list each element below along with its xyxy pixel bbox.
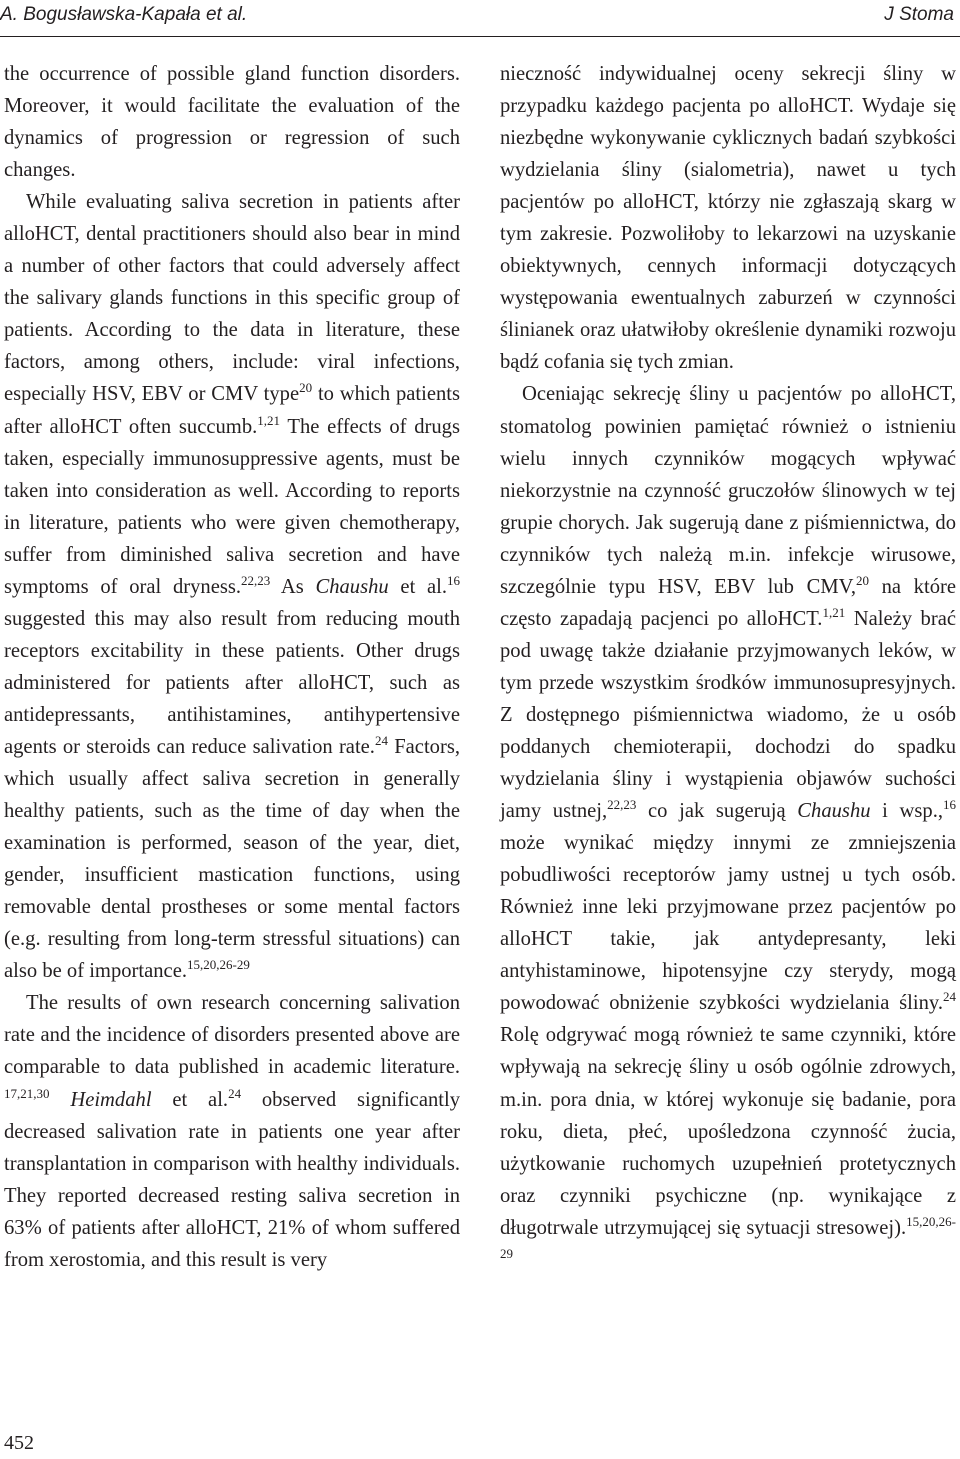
- text-run: While evaluating saliva secretion in patients after alloHCT, dental practitioners should also bear in mind a number of other factors that could adversely affect the salivary glands functions in this specific group of patients. According to the data in literature, these factors, among others, include: viral infections, especially HSV, EBV or CMV type: [4, 191, 460, 406]
- citation-ref: 16: [943, 797, 957, 813]
- page-number: 452: [4, 1432, 34, 1454]
- text-run: nieczność indywidualnej oceny sekrecji śliny w przypadku każdego pacjenta po alloHCT. Wydaje się niezbędne wykonywanie cyklicznych badań szybkości wydzielania śliny (sialometria), nawet u tych pacjentów po alloHCT, którzy nie zgłaszają skarg w tym zakresie. Pozwoliłoby to lekarzowi na uzyskanie obiektywnych, cennych informacji dotyczących występowania ewentualnych zaburzeń w czynności ślinianek oraz ułatwiłoby określenie dynamiki rozwoju bądź cofania się tych zmian.: [500, 63, 956, 374]
- author-name: Heimdahl: [70, 1088, 152, 1111]
- author-name: Chaushu: [797, 800, 871, 823]
- left-column: [4, 58, 460, 1276]
- running-head-journal: J Stoma: [884, 4, 954, 25]
- text-run: Rolę odgrywać mogą również te same czynniki, które wpływają na sekrecję śliny u osób ogólnie zdrowych, m.in. pora dnia, w której wykonuje się badanie, pora roku, dieta, płeć, upośledzona czynność żucia, użytkowanie ruchomych uzupełnień protetycznych oraz czynniki psychiczne (np. wynikające z długotrwale utrzymującej się sytuacji stresowej).: [500, 1024, 956, 1239]
- text-run: suggested this may also result from reducing mouth receptors excitability in these patients. Other drugs administered for patients after alloHCT, such as antidepressants, antihistamines, antihypertensive agents or steroids can reduce salivation rate.: [4, 607, 460, 758]
- text-run: Oceniając sekrecję śliny u pacjentów po alloHCT, stomatolog powinien pamiętać również o istnieniu wielu innych czynników mogących wpływać niekorzystnie na czynność gruczołów ślinowych w tej grupie chorych. Jak sugerują dane z piśmiennictwa, do czynników tych należą m.in. infekcje wirusowe, szczególnie typu HSV, EBV lub CMV,: [500, 383, 956, 598]
- text-run: może wynikać między innymi ze zmniejszenia pobudliwości receptorów jamy ustnej u tych osób. Również inne leki przyjmowane przez pacjentów po alloHCT takie, jak antydepresanty, leki antyhistaminowe, hipotensyjne czy sterydy, mogą powodować obniżenie szybkości wydzielania śliny.: [500, 832, 956, 1015]
- text-run: Należy brać pod uwagę także działanie przyjmowanych leków, w tym przede wszystkim środków immunosupresyjnych. Z dostępnego piśmiennictwa wiadomo, że u osób poddanych chemioterapii, dochodzi do spadku wydzielania śliny i wystąpienia objawów suchości jamy ustnej,: [500, 607, 956, 823]
- text-run: na które często zapadają pacjenci po alloHCT.: [500, 575, 956, 630]
- citation-ref: 15,20,26-29: [500, 1213, 956, 1261]
- paragraph: [4, 58, 460, 186]
- citation-ref: 1,21: [822, 604, 846, 620]
- text-run: et al.: [151, 1088, 229, 1111]
- citation-ref: 24: [228, 1085, 242, 1101]
- citation-ref: 22,23: [607, 797, 637, 813]
- citation-ref: 15,20,26-29: [187, 957, 250, 973]
- paragraph: [500, 378, 956, 1275]
- citation-ref: 24: [374, 732, 388, 748]
- citation-ref: 24: [943, 989, 956, 1005]
- text-run: As: [270, 575, 316, 598]
- text-run: i wsp.,: [870, 800, 944, 823]
- citation-ref: 22,23: [241, 572, 271, 588]
- citation-ref: 20: [856, 572, 869, 588]
- paragraph: [4, 186, 460, 987]
- text-run: to which patients after alloHCT often succumb.: [4, 383, 460, 438]
- citation-ref: 17,21,30: [4, 1085, 50, 1101]
- citation-ref: 16: [447, 572, 461, 588]
- text-run: Factors, which usually affect saliva secretion in generally healthy patients, such as the time of day when the examination is performed, season of the year, diet, gender, insufficient mastication functions, using removable dental prostheses or some mental factors (e.g. resulting from long-term stressful situations) can also be of importance.: [4, 735, 460, 983]
- text-run: the occurrence of possible gland function disorders. Moreover, it would facilitate the evaluation of the dynamics of progression or regression of such changes.: [4, 63, 460, 182]
- citation-ref: 20: [299, 380, 313, 396]
- paragraph: [500, 58, 956, 378]
- author-name: Chaushu: [315, 575, 389, 598]
- text-run: The results of own research concerning salivation rate and the incidence of disorders presented above are comparable to data published in academic literature.: [4, 992, 460, 1079]
- text-run: et al.: [388, 575, 448, 598]
- citation-ref: 1,21: [257, 412, 281, 428]
- text-run: [50, 1089, 71, 1111]
- text-run: observed significantly decreased salivation rate in patients one year after transplantation in comparison with healthy individuals. They reported decreased resting saliva secretion in 63% of patients after alloHCT, 21% of whom suffered from xerostomia, and this result is very: [4, 1088, 460, 1271]
- paragraph: [4, 987, 460, 1275]
- text-run: co jak sugerują: [636, 800, 798, 823]
- text-run: The effects of drugs taken, especially immunosuppressive agents, must be taken into consideration as well. According to reports in literature, patients who were given chemotherapy, suffer from diminished saliva secretion and have symptoms of oral dryness.: [4, 415, 460, 598]
- running-head-authors: A. Bogusławska-Kapała et al.: [0, 4, 248, 25]
- right-column: [500, 58, 956, 1276]
